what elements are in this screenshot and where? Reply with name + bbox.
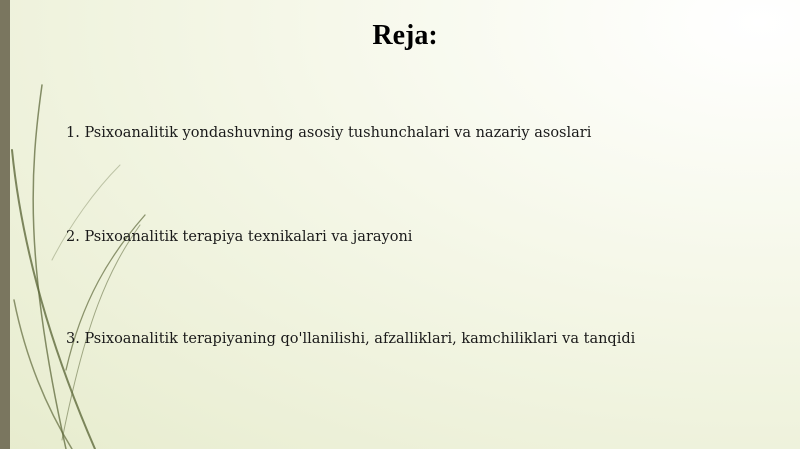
slide-title: Reja:	[372, 20, 438, 51]
plan-item-3: 3. Psixoanalitik terapiyaning qo'llanilishi, afzalliklari, kamchiliklari va tanqidi	[66, 331, 636, 347]
plan-item-1: 1. Psixoanalitik yondashuvning asosiy tushunchalari va nazariy asoslari	[66, 125, 592, 141]
decorative-leaves-icon	[0, 0, 160, 449]
plan-item-2: 2. Psixoanalitik terapiya texnikalari va jarayoni	[66, 229, 413, 245]
